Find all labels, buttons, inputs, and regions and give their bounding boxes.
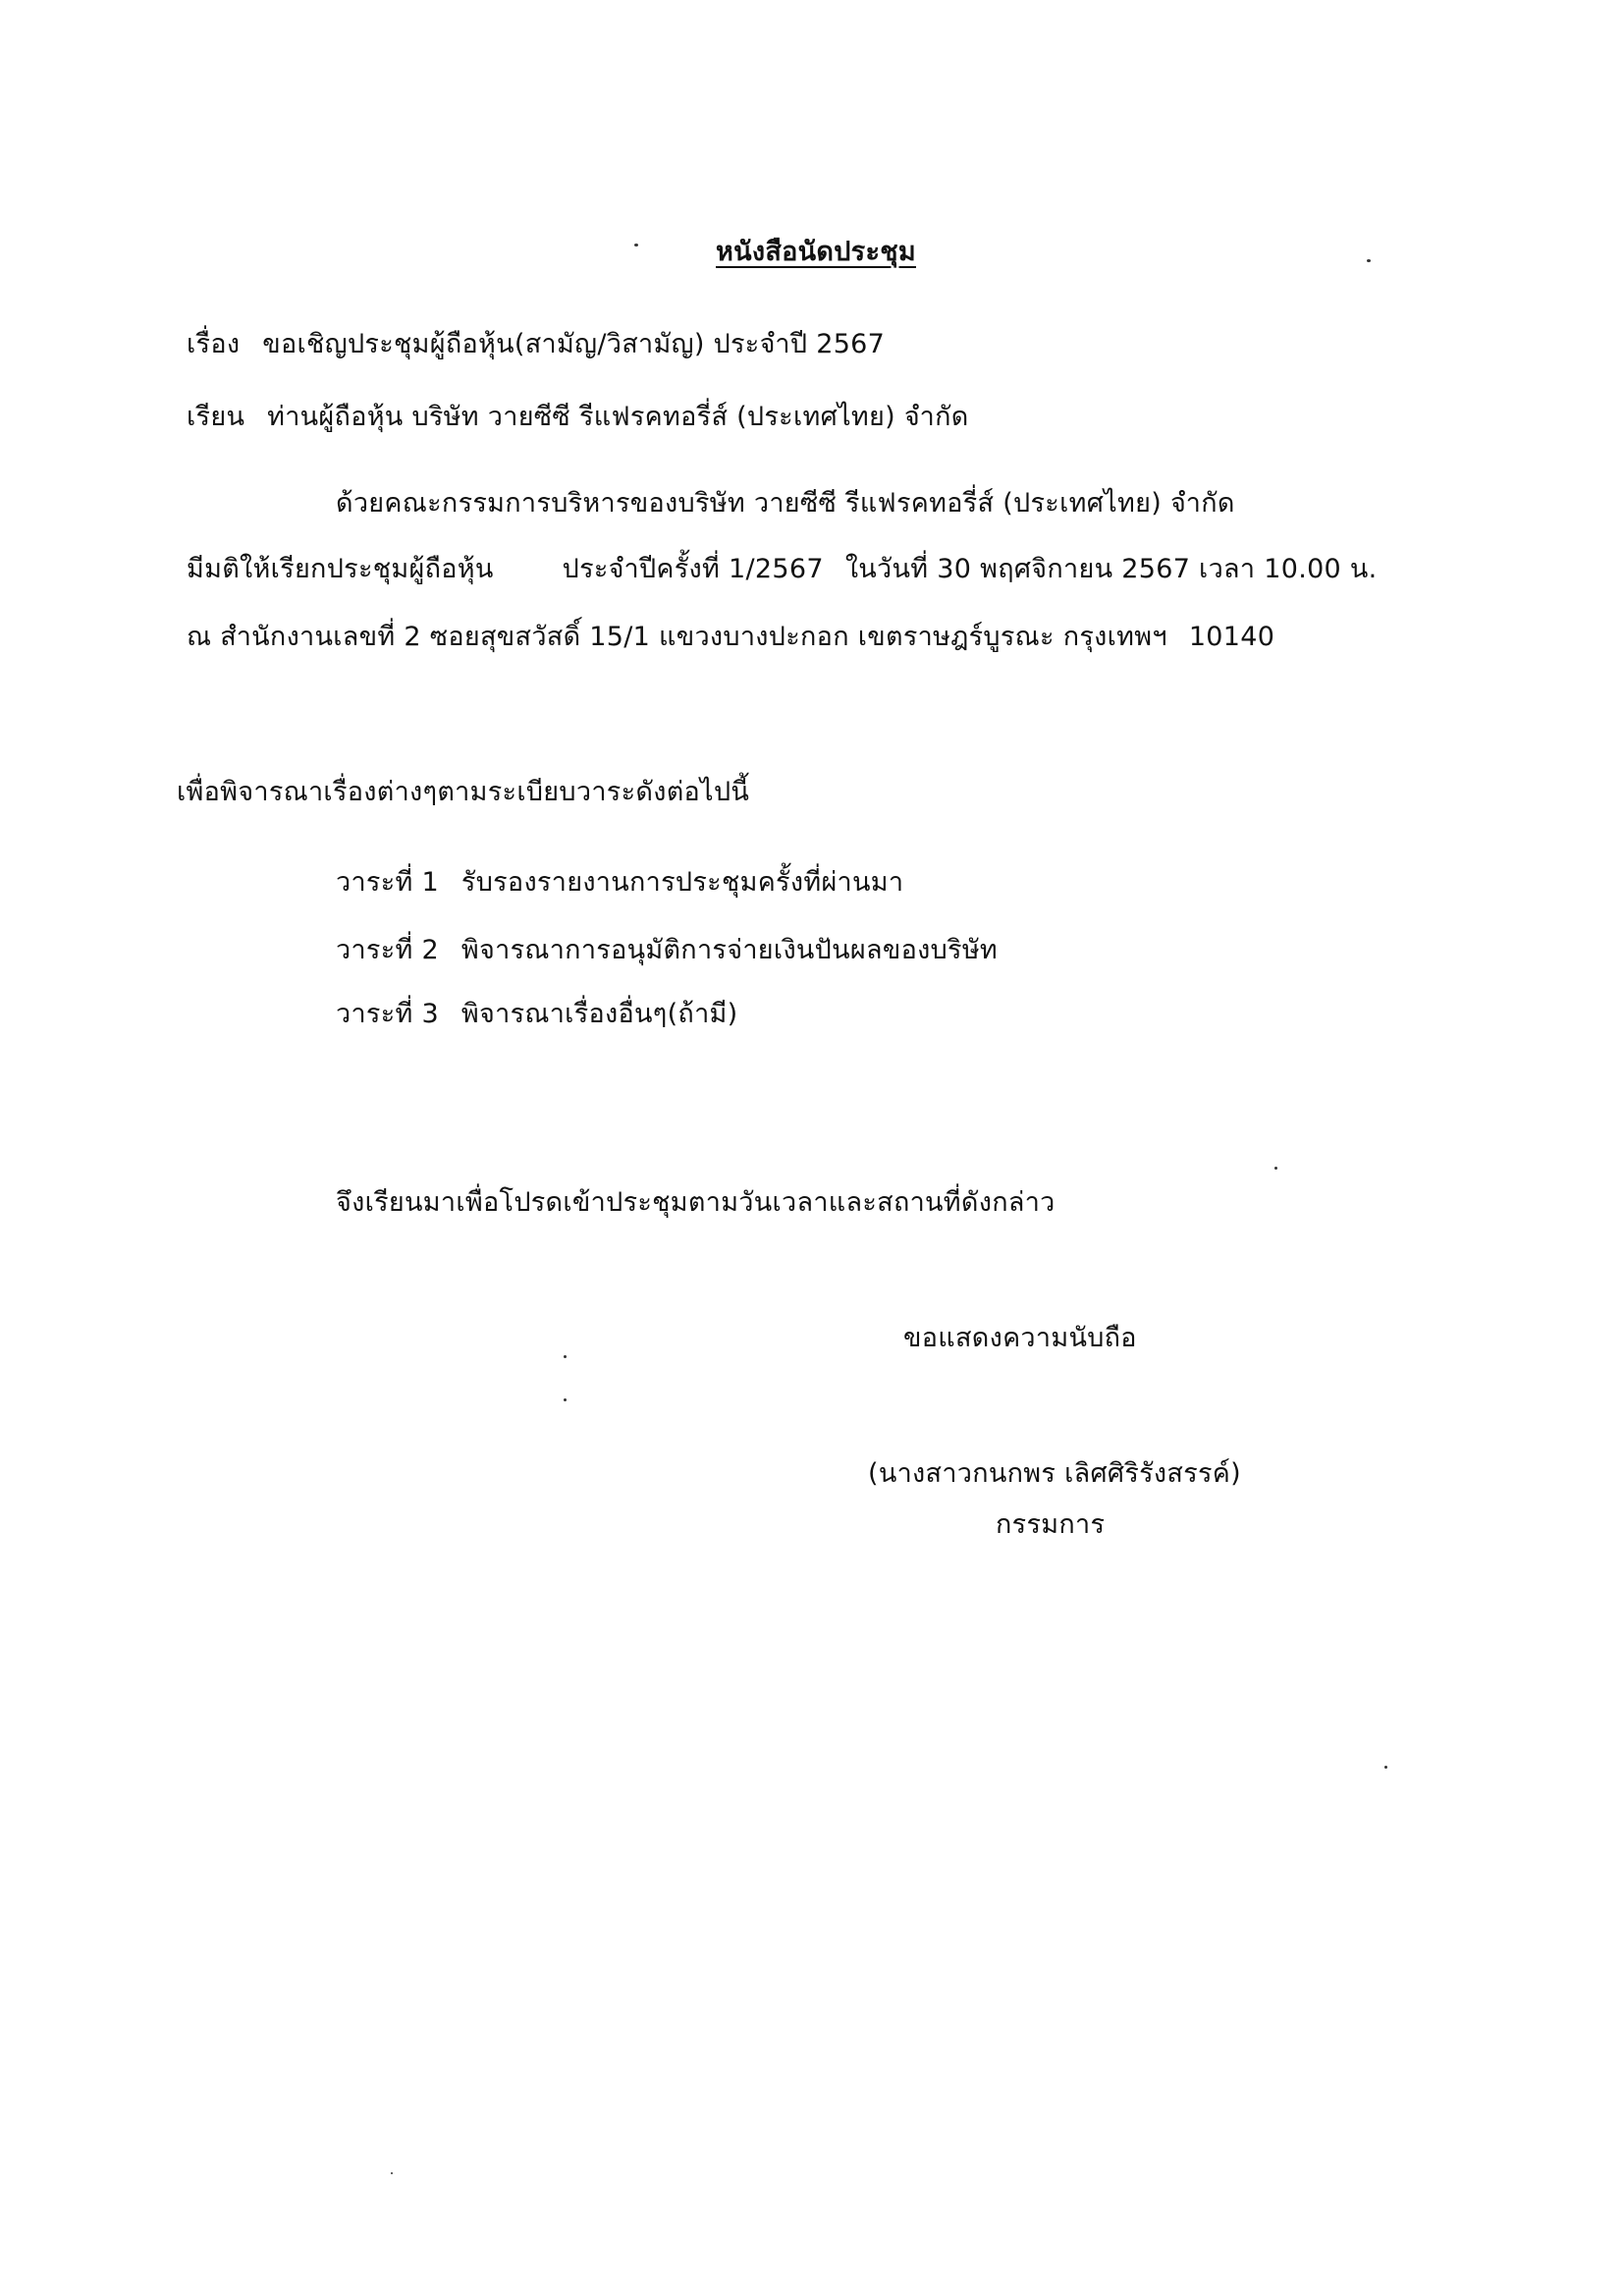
- body-line-1: ด้วยคณะกรรมการบริหารของบริษัท วายซีซี รีแฟรคทอรี่ส์ (ประเทศไทย) จำกัด: [336, 488, 1235, 519]
- recipient-text: ท่านผู้ถือหุ้น บริษัท วายซีซี รีแฟรคทอรี่ส์ (ประเทศไทย) จำกัด: [267, 402, 969, 432]
- recipient-label: เรียน: [187, 402, 245, 432]
- body-line-2: [187, 553, 1378, 586]
- subject-text: ขอเชิญประชุมผู้ถือหุ้น(สามัญ/วิสามัญ) ประจำปี 2567: [262, 329, 886, 359]
- scan-speck: [1367, 259, 1371, 262]
- agenda-item: [336, 934, 998, 967]
- scan-speck: [564, 1398, 567, 1401]
- body-line-3: [187, 621, 1274, 654]
- signatory-name: (นางสาวกนกพร เลิศศิริรังสรรค์): [868, 1458, 1241, 1489]
- agenda-item: [336, 866, 903, 900]
- agenda-item-label: วาระที่ 1: [336, 867, 439, 898]
- scan-speck: [564, 1355, 567, 1358]
- subject-label: เรื่อง: [187, 329, 241, 359]
- agenda-item-text: พิจารณาเรื่องอื่นๆ(ถ้ามี): [460, 999, 738, 1029]
- signatory-position: กรรมการ: [996, 1509, 1106, 1540]
- scan-speck: [634, 244, 638, 246]
- recipient-line: [187, 401, 969, 434]
- agenda-intro: เพื่อพิจารณาเรื่องต่างๆตามระเบียบวาระดังต่อไปนี้: [177, 777, 750, 807]
- body-line-2-date-time: ในวันที่ 30 พฤศจิกายน 2567 เวลา 10.00 น.: [844, 554, 1378, 584]
- agenda-item-text: รับรองรายงานการประชุมครั้งที่ผ่านมา: [460, 867, 904, 898]
- closing-request: จึงเรียนมาเพื่อโปรดเข้าประชุมตามวันเวลาและสถานที่ดังกล่าว: [336, 1187, 1056, 1218]
- agenda-item-text: พิจารณาการอนุมัติการจ่ายเงินปันผลของบริษัท: [460, 935, 999, 965]
- subject-line: [187, 328, 885, 361]
- agenda-item: [336, 998, 737, 1031]
- body-line-3-address: ณ สำนักงานเลขที่ 2 ซอยสุขสวัสดิ์ 15/1 แขวงบางปะกอก เขตราษฎร์บูรณะ กรุงเทพฯ: [187, 622, 1167, 652]
- sign-off: ขอแสดงความนับถือ: [903, 1323, 1137, 1353]
- body-line-2-meeting-number: ประจำปีครั้งที่ 1/2567: [562, 554, 824, 584]
- scan-speck: [391, 2172, 393, 2174]
- document-title: หนังสือนัดประชุม: [716, 237, 916, 267]
- agenda-item-label: วาระที่ 3: [336, 999, 439, 1029]
- body-line-3-postcode: 10140: [1188, 622, 1275, 652]
- scan-speck: [1274, 1167, 1277, 1170]
- body-line-2-resolution: มีมติให้เรียกประชุมผู้ถือหุ้น: [187, 554, 494, 584]
- scan-speck: [1384, 1766, 1387, 1769]
- agenda-item-label: วาระที่ 2: [336, 935, 439, 965]
